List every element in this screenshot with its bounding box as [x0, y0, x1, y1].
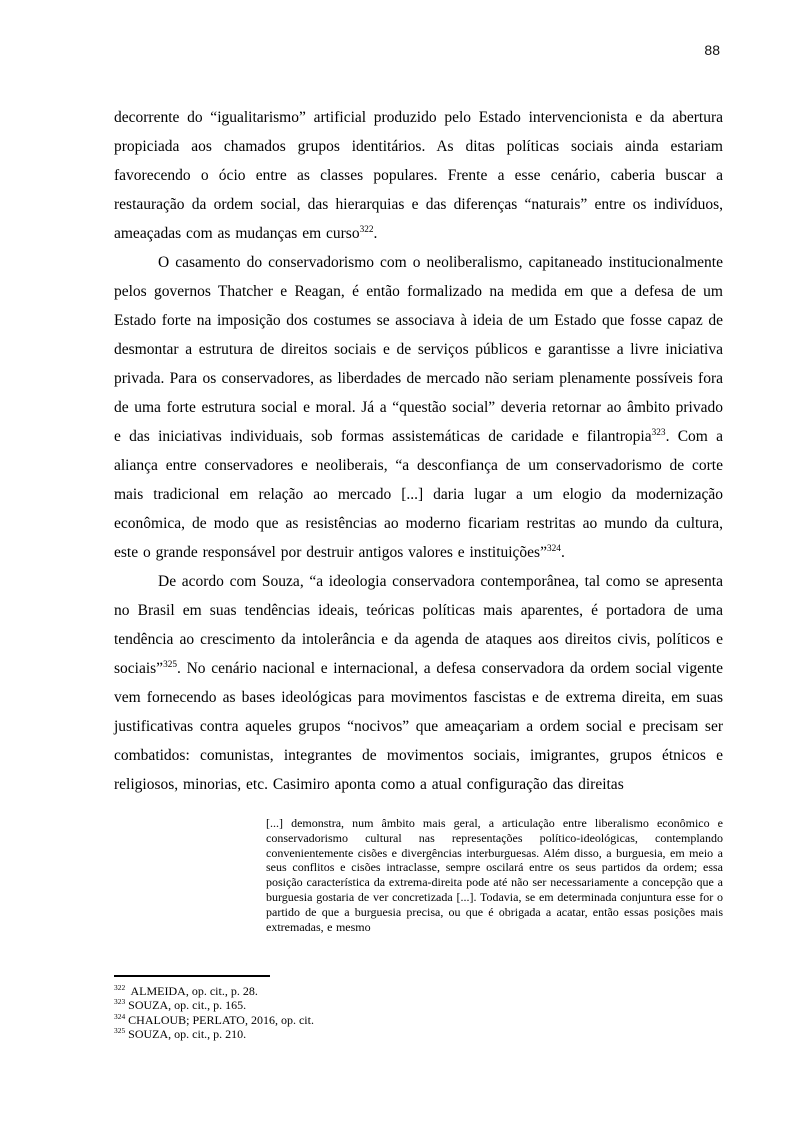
- footnote-323: [114, 998, 723, 1012]
- footnote-ref: 325: [163, 659, 178, 670]
- page-number: 88: [704, 42, 720, 58]
- footnote-324: [114, 1013, 723, 1027]
- page-body: [114, 103, 723, 934]
- footnotes-section: [114, 975, 723, 1042]
- footnote-text: SOUZA, op. cit., p. 165.: [125, 998, 247, 1013]
- footnote-ref: 322: [359, 224, 374, 235]
- paragraph-2: O casamento do conservadorismo com o neoliberalismo, capitaneado institucionalmente pelos governos Thatcher e Reagan, é então formalizado na medida em que a defesa de um Estado forte na imposição dos costumes se associava à ideia de um Estado que fosse capaz de desmontar a estrutura de direitos sociais e de serviços públicos e garantisse a livre iniciativa privada. Para os conservadores, as liberdades de mercado não seriam plenamente possíveis fora de uma forte estrutura social e moral. Já a “questão social” deveria retornar ao âmbito privado e das iniciativas individuais, sob formas assistemáticas de caridade e filantropia$^{323}$. Com a aliança entre conservadores e neoliberais, “a desconfiança de um conservadorismo de corte mais tradicional em relação ao mercado [...] daria lugar a um elogio da modernização econômica, de modo que as resistências ao moderno ficariam restritas ao mundo da cultura, este o grande responsável por destruir antigos valores e instituições”$^{324}$.: [114, 254, 723, 561]
- footnote-text: ALMEIDA, op. cit., p. 28.: [125, 984, 258, 998]
- footnote-number: 322: [114, 983, 126, 992]
- footnote-ref: 324: [546, 543, 561, 554]
- footnote-number: 323: [114, 997, 126, 1007]
- paragraph-3: De acordo com Souza, “a ideologia conservadora contemporânea, tal como se apresenta no Brasil em suas tendências ideais, teóricas políticas mais aparentes, é portadora de uma tendência ao crescimento da intolerância e da agenda de ataques aos direitos civis, políticos e sociais”$^{325}$. No cenário nacional e internacional, a defesa conservadora da ordem social vigente vem fornecendo as bases ideológicas para movimentos fascistas e de extrema direita, em suas justificativas contra aqueles grupos “nocivos” que ameaçariam a ordem social e precisam ser combatidos: comunistas, integrantes de movimentos sociais, imigrantes, grupos étnicos e religiosos, minorias, etc. Casimiro aponta como a atual configuração das direitas: [114, 573, 723, 793]
- footnote-ref: 323: [651, 427, 666, 438]
- footnote-number: 325: [114, 1026, 126, 1036]
- footnote-text: SOUZA, op. cit., p. 210.: [125, 1027, 247, 1042]
- footnote-322: [114, 984, 723, 998]
- block-quote: [...] demonstra, num âmbito mais geral, a articulação entre liberalismo econômico e conservadorismo cultural nas representações político-ideológicas, contemplando convenientemente cisões e divergências interburguesas. Além disso, a burguesia, em meio a seus conflitos e cisões intraclasse, sempre oscilará entre os seus partidos da ordem; essa posição característica da extrema-direita pode até não ser necessariamente a concepção que a burguesia gostaria de ver concretizada [...]. Todavia, se em determinada conjuntura esse for o partido de que a burguesia precisa, ou que é obrigada a acatar, então essas posições mais extremadas, e mesmo: [266, 816, 723, 934]
- paragraph-1: decorrente do “igualitarismo” artificial produzido pelo Estado intervencionista e da abertura propiciada aos chamados grupos identitários. As ditas políticas sociais ainda estariam favorecendo o ócio entre as classes populares. Frente a esse cenário, caberia buscar a restauração da ordem social, das hierarquias e das diferenças “naturais” entre os indivíduos, ameaçadas com as mudanças em curso$^{322}$.: [114, 109, 723, 242]
- footnote-separator-rule: [114, 975, 270, 977]
- footnote-325: [114, 1027, 723, 1041]
- footnote-number: 324: [114, 1011, 126, 1021]
- footnote-text: CHALOUB; PERLATO, 2016, op. cit.: [125, 1012, 314, 1027]
